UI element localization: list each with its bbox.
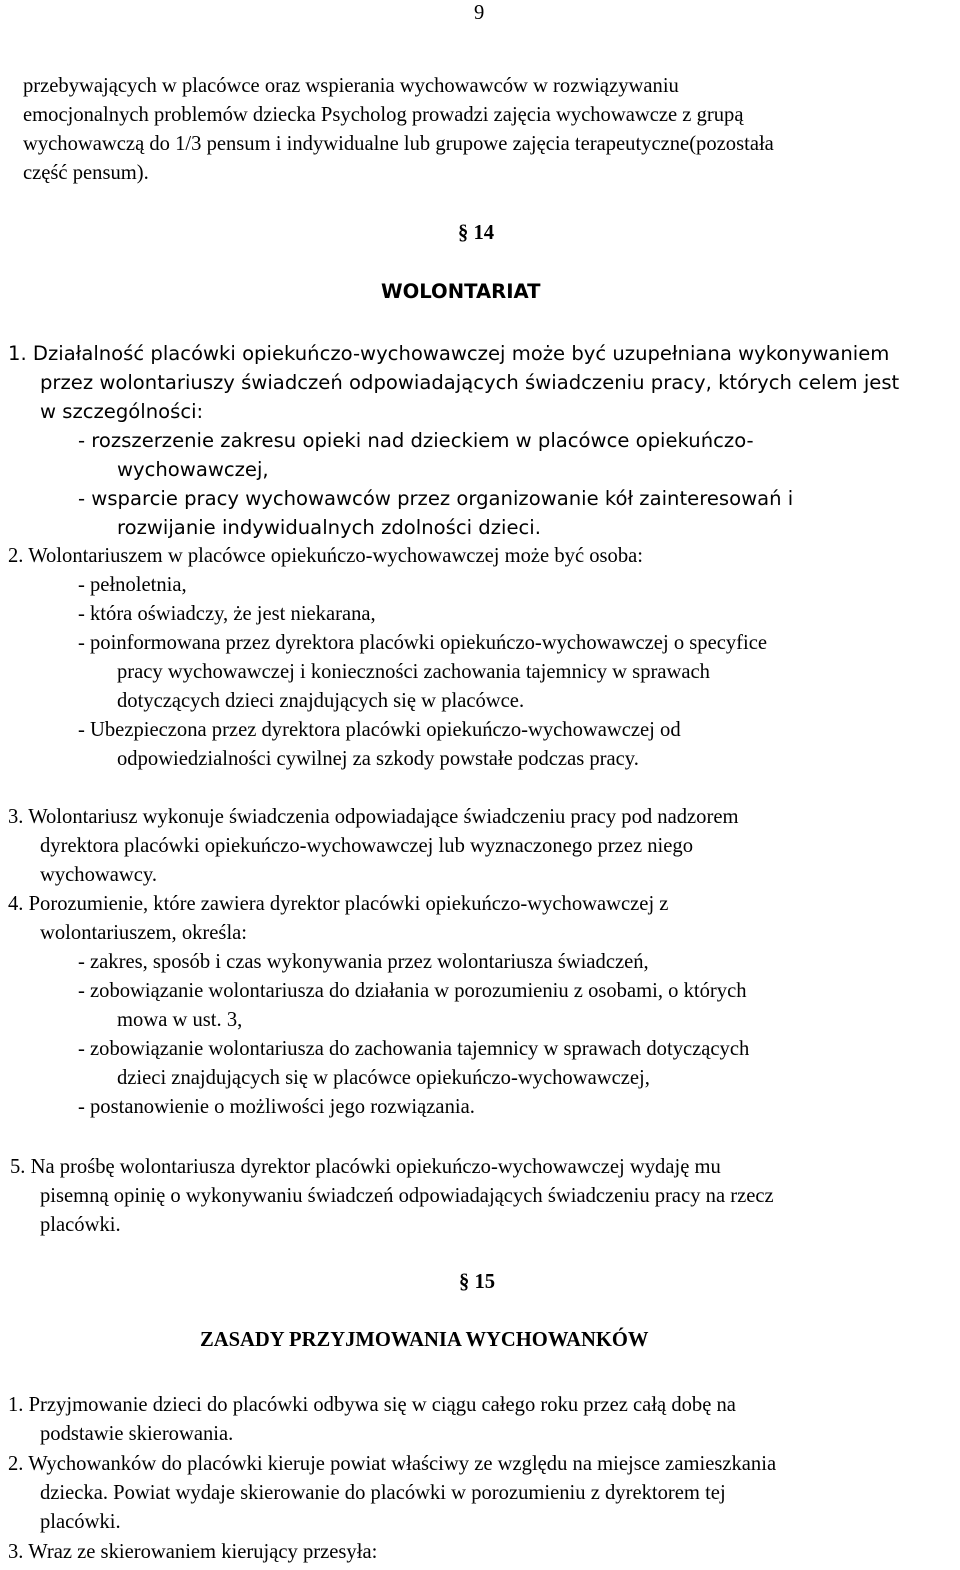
- text-line: placówki.: [40, 1214, 121, 1236]
- text-line: wychowawczą do 1/3 pensum i indywidualne lub grupowe zajęcia terapeutyczne(pozostała: [23, 133, 774, 155]
- text-line: dzieci znajdujących się w placówce opiekuńczo-wychowawczej,: [117, 1067, 650, 1089]
- list-item: - Ubezpieczona przez dyrektora placówki opiekuńczo-wychowawczej od: [78, 719, 681, 741]
- list-item: - która oświadczy, że jest niekarana,: [78, 603, 376, 625]
- text-line: wychowawcy.: [40, 864, 158, 886]
- text-line: dziecka. Powiat wydaje skierowanie do placówki w porozumieniu z dyrektorem tej: [40, 1482, 726, 1504]
- list-item: 2. Wychowanków do placówki kieruje powiat właściwy ze względu na miejsce zamieszkania: [8, 1453, 777, 1475]
- text-line: dyrektora placówki opiekuńczo-wychowawczej lub wyznaczonego przez niego: [40, 835, 693, 857]
- list-item: - wsparcie pracy wychowawców przez organizowanie kół zainteresowań i: [78, 487, 794, 510]
- text-line: pracy wychowawczej i konieczności zachowania tajemnicy w sprawach: [117, 661, 710, 683]
- text-line: część pensum).: [23, 162, 149, 184]
- text-line: wolontariuszem, określa:: [40, 922, 248, 944]
- section-15-number: § 15: [459, 1271, 496, 1293]
- section-14-title: WOLONTARIAT: [381, 280, 541, 303]
- text-line: przez wolontariuszy świadczeń odpowiadających świadczeniu pracy, których celem jest: [40, 371, 900, 394]
- list-item: 1. Działalność placówki opiekuńczo-wychowawczej może być uzupełniana wykonywaniem: [8, 342, 890, 365]
- text-line: placówki.: [40, 1511, 121, 1533]
- text-line: odpowiedzialności cywilnej za szkody powstałe podczas pracy.: [117, 748, 639, 770]
- list-item: 5. Na prośbę wolontariusza dyrektor placówki opiekuńczo-wychowawczej wydaję mu: [10, 1156, 721, 1178]
- text-line: pisemną opinię o wykonywaniu świadczeń odpowiadających świadczeniu pracy na rzecz: [40, 1185, 774, 1207]
- list-item: 3. Wolontariusz wykonuje świadczenia odpowiadające świadczeniu pracy pod nadzorem: [8, 806, 739, 828]
- list-item: - zobowiązanie wolontariusza do zachowania tajemnicy w sprawach dotyczących: [78, 1038, 750, 1060]
- list-item: 1. Przyjmowanie dzieci do placówki odbywa się w ciągu całego roku przez całą dobę na: [8, 1394, 736, 1416]
- text-line: rozwijanie indywidualnych zdolności dzieci.: [117, 516, 541, 539]
- text-line: emocjonalnych problemów dziecka Psycholog prowadzi zajęcia wychowawcze z grupą: [23, 104, 744, 126]
- text-line: dotyczących dzieci znajdujących się w placówce.: [117, 690, 525, 712]
- list-item: 4. Porozumienie, które zawiera dyrektor placówki opiekuńczo-wychowawczej z: [8, 893, 669, 915]
- text-line: mowa w ust. 3,: [117, 1009, 243, 1031]
- list-item: - pełnoletnia,: [78, 574, 187, 596]
- section-14-number: § 14: [458, 222, 495, 244]
- text-line: przebywających w placówce oraz wspierania wychowawców w rozwiązywaniu: [23, 75, 679, 97]
- list-item: - zobowiązanie wolontariusza do działania w porozumieniu z osobami, o których: [78, 980, 747, 1002]
- list-item: - postanowienie o możliwości jego rozwiązania.: [78, 1096, 475, 1118]
- list-item: - rozszerzenie zakresu opieki nad dzieckiem w placówce opiekuńczo-: [78, 429, 754, 452]
- list-item: - zakres, sposób i czas wykonywania przez wolontariusza świadczeń,: [78, 951, 649, 973]
- list-item: - poinformowana przez dyrektora placówki opiekuńczo-wychowawczej o specyfice: [78, 632, 768, 654]
- text-line: wychowawczej,: [117, 458, 269, 481]
- text-line: w szczególności:: [40, 400, 204, 423]
- list-item: 2. Wolontariuszem w placówce opiekuńczo-wychowawczej może być osoba:: [8, 545, 643, 567]
- list-item: 3. Wraz ze skierowaniem kierujący przesyła:: [8, 1541, 378, 1563]
- text-line: podstawie skierowania.: [40, 1423, 234, 1445]
- page-number: 9: [474, 2, 485, 24]
- section-15-title: ZASADY PRZYJMOWANIA WYCHOWANKÓW: [200, 1329, 649, 1351]
